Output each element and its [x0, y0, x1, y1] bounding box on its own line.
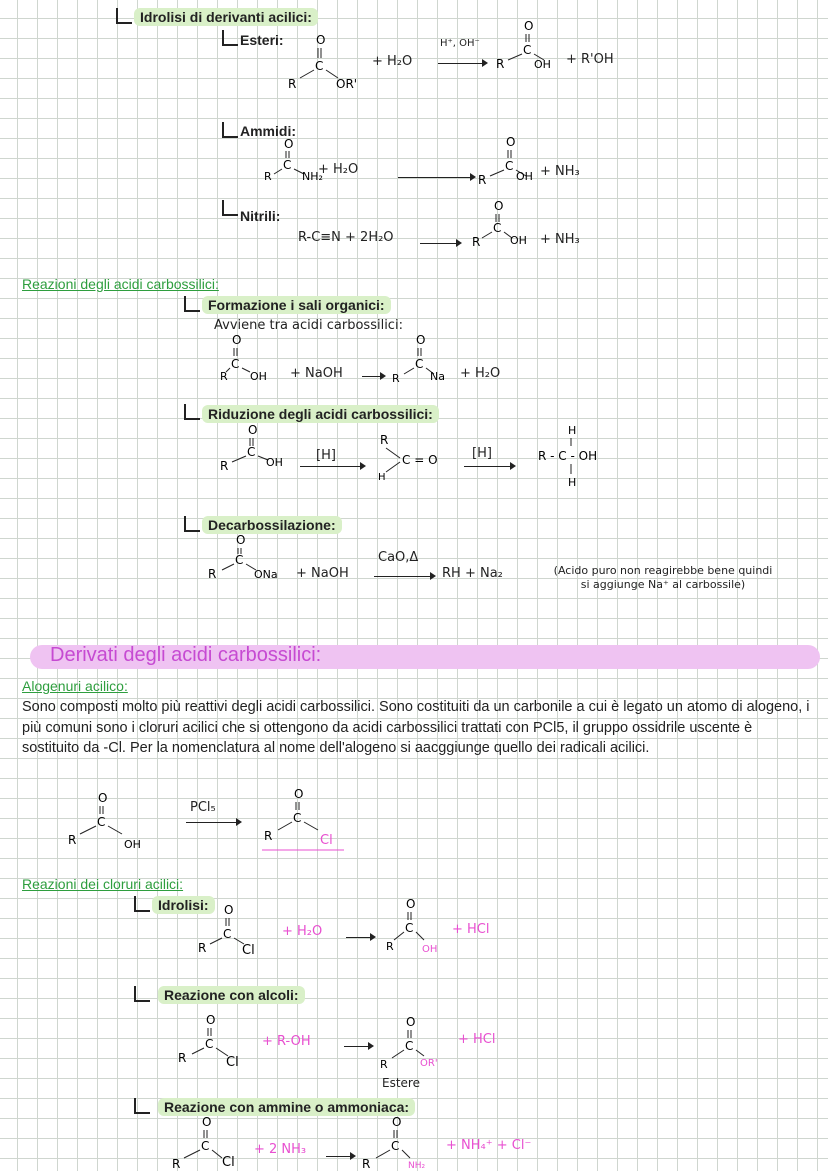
pcl5-reagent: PCl₅: [190, 800, 216, 815]
svg-text:OH: OH: [422, 944, 438, 955]
decarb-product: RH + Na₂: [442, 566, 503, 581]
svg-text:R: R: [496, 57, 505, 68]
svg-text:C: C: [415, 357, 424, 371]
svg-text:R: R: [386, 940, 394, 953]
svg-text:OH: OH: [266, 456, 283, 469]
svg-text:OH: OH: [534, 58, 551, 68]
chloride-hydrolysis-product: [384, 894, 454, 956]
bracket-icon: [222, 30, 238, 46]
nitrile-equation: R-C≡N + 2H₂O: [298, 230, 394, 245]
chloride-hydrolysis-product-text: + HCl: [452, 922, 490, 937]
svg-text:Cl: Cl: [242, 943, 255, 958]
chloride-reactions-title: Reazioni dei cloruri acilici:: [22, 876, 184, 892]
svg-text:R: R: [392, 372, 400, 384]
ester-reactant-structure: [280, 30, 360, 92]
svg-text:R: R: [68, 833, 77, 847]
svg-text:C: C: [405, 921, 414, 935]
reaction-arrow: [438, 63, 486, 64]
salts-reagent: + NaOH: [290, 366, 343, 381]
svg-text:Cl: Cl: [222, 1155, 235, 1170]
alcohols-title: Reazione con alcoli:: [158, 986, 305, 1004]
svg-text:O: O: [406, 897, 416, 911]
ester-reagent: + H₂O: [372, 54, 413, 69]
svg-text:O: O: [232, 333, 242, 347]
svg-text:R: R: [178, 1051, 187, 1065]
svg-text:Cl: Cl: [226, 1055, 239, 1070]
chloride-hydrolysis-title: Idrolisi:: [152, 896, 215, 914]
svg-text:R: R: [198, 941, 207, 955]
svg-text:O: O: [202, 1115, 212, 1129]
nitrile-product-structure: [470, 198, 540, 250]
svg-text:R: R: [264, 829, 273, 843]
amide-reagent: + H₂O: [318, 162, 359, 177]
hydrolysis-title: Idrolisi di derivanti acilici:: [134, 8, 318, 26]
svg-text:O: O: [294, 787, 304, 801]
svg-text:C: C: [223, 927, 232, 941]
svg-text:OH: OH: [250, 370, 267, 383]
bracket-icon: [116, 8, 132, 24]
svg-text:C = O: C = O: [402, 453, 438, 467]
amide-product: + NH₃: [540, 164, 580, 179]
svg-text:H: H: [568, 424, 577, 437]
svg-text:O: O: [392, 1115, 402, 1129]
svg-text:OR': OR': [420, 1058, 438, 1069]
svg-text:C: C: [493, 221, 502, 235]
svg-text:Na: Na: [430, 370, 445, 383]
svg-text:C: C: [235, 553, 244, 567]
acid-reactant-structure: [64, 790, 154, 850]
nitrile-product: + NH₃: [540, 232, 580, 247]
reaction-arrow: [464, 466, 514, 467]
svg-text:C: C: [523, 43, 532, 57]
chloride-hydrolysis-reactant: [196, 900, 266, 958]
svg-text:C: C: [201, 1139, 210, 1153]
ester-product: + R'OH: [566, 52, 614, 67]
acid-reactions-title: Reazioni degli acidi carbossilici:: [22, 276, 219, 292]
nitrili-label: Nitrili:: [240, 208, 281, 224]
svg-text:C: C: [231, 357, 240, 371]
svg-text:C: C: [405, 1039, 414, 1053]
decarb-note: (Acido puro non reagirebbe bene quindi si aggiunge Na⁺ al carbossile): [553, 564, 773, 591]
svg-text:R: R: [362, 1157, 371, 1170]
svg-text:O: O: [416, 333, 426, 347]
reaction-arrow: [374, 576, 434, 577]
salts-reactant-structure: [220, 332, 290, 384]
reaction-arrow: [300, 466, 364, 467]
amine-reagent: + 2 NH₃: [254, 1142, 307, 1157]
halides-paragraph: Sono composti molto più reattivi degli acidi carbossilici. Sono costituiti da un carbonile a cui è legato un atomo di alogeno, i più comuni sono i cloruri acilici che si ottengono da acidi carbossilici trattati con PCl5, il gruppo ossidrile uscente è sostituito da -Cl. Per la nomenclatura al nome dell'alogeno si aacggiunge quello dei radicali acilici.: [22, 699, 810, 756]
svg-text:R: R: [264, 170, 272, 183]
bracket-icon: [134, 896, 150, 912]
svg-text:O: O: [506, 135, 516, 149]
alcohol-structure: [536, 420, 626, 490]
bracket-icon: [222, 122, 238, 138]
svg-text:O: O: [206, 1013, 216, 1027]
svg-text:R: R: [380, 1058, 388, 1070]
svg-text:R: R: [208, 567, 217, 581]
svg-text:O: O: [494, 199, 504, 213]
svg-text:Cl: Cl: [320, 833, 333, 848]
svg-text:OH: OH: [516, 170, 533, 183]
svg-text:C: C: [247, 445, 256, 459]
svg-text:OR': OR': [336, 77, 358, 91]
reduction-reactant-structure: [218, 422, 288, 474]
amide-product-structure-2: [358, 1114, 438, 1170]
reduction-title: Riduzione degli acidi carbossilici:: [202, 405, 439, 423]
alcohol-reagent: + R-OH: [262, 1034, 311, 1049]
halides-title: Alogenuri acilico:: [22, 678, 128, 694]
decarb-reactant-structure: [206, 534, 296, 584]
svg-text:O: O: [236, 534, 246, 547]
ester-label: Estere: [382, 1076, 420, 1090]
svg-text:R: R: [172, 1157, 181, 1170]
alcohol-reaction-reactant: [176, 1010, 256, 1070]
svg-text:C: C: [391, 1139, 400, 1153]
salts-product: + H₂O: [460, 366, 501, 381]
bracket-icon: [222, 200, 238, 216]
svg-text:O: O: [248, 423, 258, 437]
svg-text:H: H: [378, 472, 386, 483]
salts-title: Formazione i sali organici:: [202, 296, 391, 314]
svg-text:C: C: [205, 1037, 214, 1051]
salts-note: Avviene tra acidi carbossilici:: [214, 318, 403, 333]
reaction-arrow: [326, 1156, 354, 1157]
svg-text:C: C: [505, 159, 514, 173]
svg-text:NH₂: NH₂: [408, 1161, 426, 1170]
svg-text:C: C: [97, 815, 106, 829]
chloride-hydrolysis-reagent: + H₂O: [282, 924, 323, 939]
svg-text:C: C: [283, 158, 292, 172]
svg-text:R: R: [220, 459, 229, 473]
bracket-icon: [184, 296, 200, 312]
alcohol-product: + HCl: [458, 1032, 496, 1047]
decarb-reagent: + NaOH: [296, 566, 349, 581]
reaction-arrow: [186, 822, 240, 823]
svg-text:O: O: [224, 903, 234, 917]
amines-title: Reazione con ammine o ammoniaca:: [158, 1098, 415, 1116]
amide-product-structure: [476, 134, 546, 186]
svg-text:H: H: [568, 476, 577, 489]
salt-product-structure: [390, 332, 450, 384]
svg-text:O: O: [284, 138, 294, 151]
reaction-arrow: [344, 1046, 372, 1047]
bracket-icon: [184, 404, 200, 420]
svg-text:O: O: [524, 19, 534, 33]
svg-text:R: R: [220, 370, 228, 383]
svg-text:R: R: [472, 235, 481, 249]
svg-text:R: R: [380, 433, 389, 447]
reduction-condition-2: [H]: [472, 446, 492, 461]
reduction-condition: [H]: [316, 448, 336, 463]
decarb-condition: CaO,Δ: [378, 550, 419, 565]
svg-text:OH: OH: [510, 234, 527, 247]
amide-reactant-structure: [262, 138, 352, 184]
reaction-arrow: [362, 376, 384, 377]
svg-text:O: O: [406, 1015, 416, 1029]
amine-product: + NH₄⁺ + Cl⁻: [446, 1138, 532, 1153]
acyl-chloride-structure: [258, 784, 358, 854]
ester-product-structure: [378, 1014, 448, 1070]
svg-text:ONa: ONa: [254, 568, 278, 581]
acid-product-structure: [494, 18, 564, 68]
bracket-icon: [184, 516, 200, 532]
reaction-arrow: [398, 177, 474, 178]
aldehyde-structure: [372, 428, 452, 484]
derivatives-title: Derivati degli acidi carbossilici:: [50, 644, 322, 666]
svg-text:R: R: [288, 77, 297, 91]
amine-reaction-reactant: [172, 1114, 252, 1170]
esteri-label: Esteri:: [240, 32, 284, 48]
bracket-icon: [134, 1098, 150, 1114]
svg-text:NH₂: NH₂: [302, 170, 323, 183]
svg-text:R - C - OH: R - C - OH: [538, 449, 598, 463]
svg-text:R: R: [478, 173, 487, 186]
svg-text:OH: OH: [124, 838, 141, 850]
reaction-arrow: [346, 937, 374, 938]
ester-condition: H⁺, OH⁻: [440, 38, 480, 49]
svg-text:C: C: [293, 811, 302, 825]
svg-text:O: O: [316, 33, 326, 47]
decarb-title: Decarbossilazione:: [202, 516, 342, 534]
bracket-icon: [134, 986, 150, 1002]
svg-text:O: O: [98, 791, 108, 805]
ammidi-label: Ammidi:: [240, 123, 296, 139]
reaction-arrow: [420, 243, 460, 244]
svg-text:C: C: [315, 59, 324, 73]
